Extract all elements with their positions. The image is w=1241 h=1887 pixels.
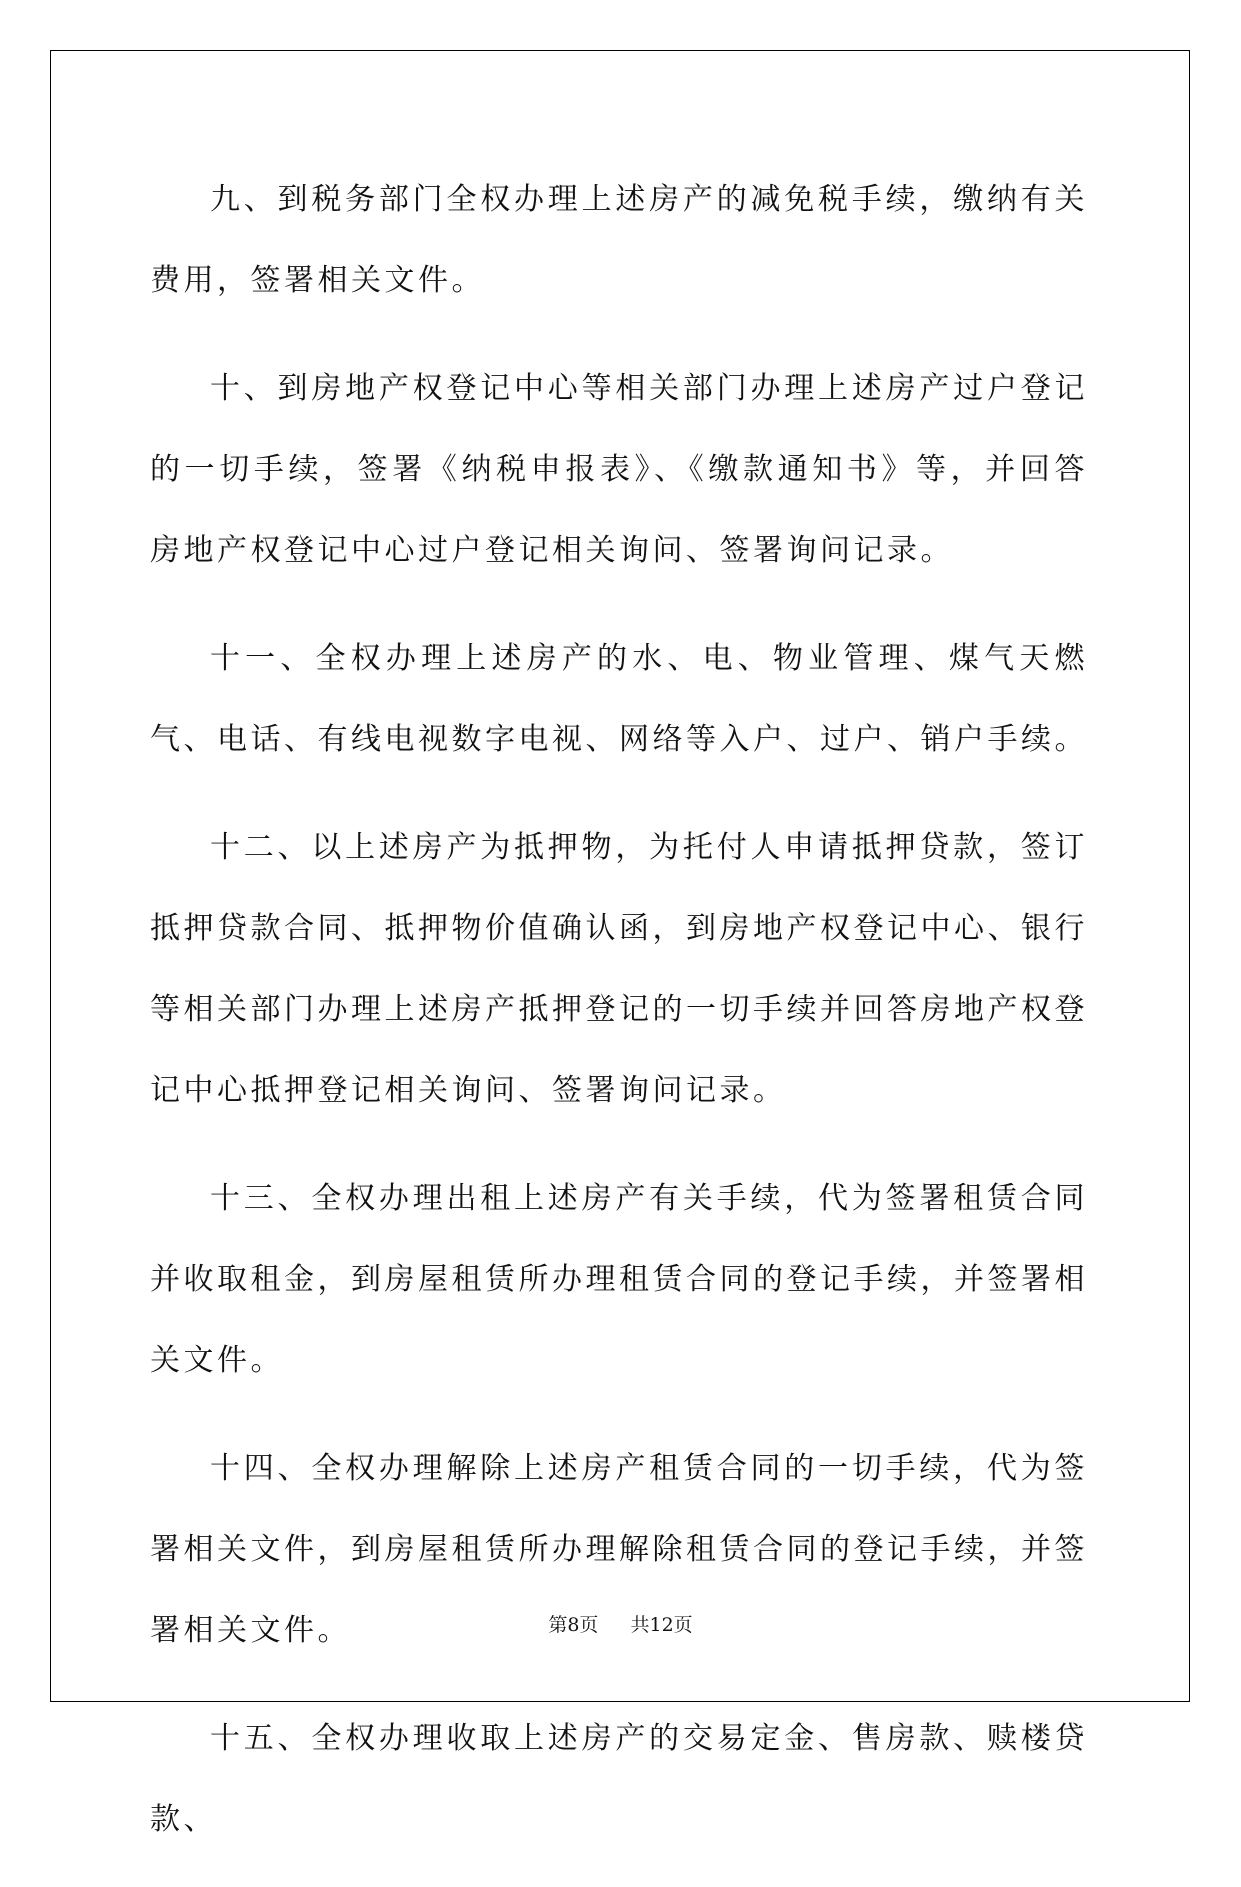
paragraph-13: 十三、全权办理出租上述房产有关手续，代为签署租赁合同并收取租金，到房屋租赁所办理租赁合同的登记手续，并签署相关文件。 — [150, 1181, 1088, 1378]
paragraph-9: 九、到税务部门全权办理上述房产的减免税手续，缴纳有关费用，签署相关文件。 — [150, 182, 1088, 298]
paragraph-14: 十四、全权办理解除上述房产租赁合同的一切手续，代为签署相关文件，到房屋租赁所办理解除租赁合同的登记手续，并签署相关文件。 — [150, 1451, 1088, 1648]
page-total: 共12页 — [630, 1614, 693, 1636]
paragraph-15: 十五、全权办理收取上述房产的交易定金、售房款、赎楼贷款、 — [150, 1721, 1088, 1837]
paragraph-12: 十二、以上述房产为抵押物，为托付人申请抵押贷款，签订抵押贷款合同、抵押物价值确认函，到房地产权登记中心、银行等相关部门办理上述房产抵押登记的一切手续并回答房地产权登记中心抵押登记相关询问、签署询问记录。 — [150, 830, 1088, 1108]
paragraph-11: 十一、全权办理上述房产的水、电、物业管理、煤气天燃气、电话、有线电视数字电视、网络等入户、过户、销户手续。 — [150, 641, 1088, 757]
paragraph-10: 十、到房地产权登记中心等相关部门办理上述房产过户登记的一切手续，签署《纳税申报表》、《缴款通知书》等，并回答房地产权登记中心过户登记相关询问、签署询问记录。 — [150, 371, 1088, 568]
page-footer — [0, 1610, 1241, 1637]
page-number: 第8页 — [548, 1614, 599, 1636]
